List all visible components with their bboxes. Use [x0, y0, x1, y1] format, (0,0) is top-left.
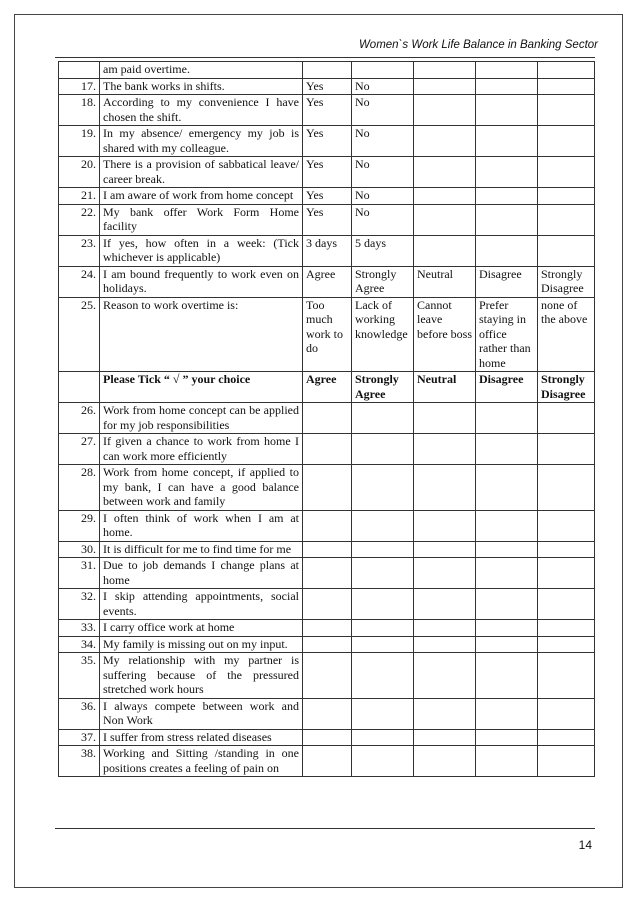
answer-option	[538, 235, 595, 266]
question-number: 37.	[59, 729, 100, 746]
question-number: 33.	[59, 620, 100, 637]
question-number: 17.	[59, 78, 100, 95]
header-rule	[55, 57, 595, 58]
answer-option: Too much work to do	[303, 297, 352, 372]
question-number: 28.	[59, 465, 100, 511]
answer-checkbox-cell[interactable]	[352, 653, 414, 699]
answer-option: No	[352, 204, 414, 235]
likert-row	[59, 729, 595, 746]
question-text: I suffer from stress related diseases	[100, 729, 303, 746]
answer-option	[476, 157, 538, 188]
answer-option: Yes	[303, 126, 352, 157]
likert-row	[59, 465, 595, 511]
question-number: 21.	[59, 188, 100, 205]
answer-checkbox-cell[interactable]	[538, 698, 595, 729]
answer-checkbox-cell[interactable]	[303, 589, 352, 620]
answer-checkbox-cell[interactable]	[303, 558, 352, 589]
answer-checkbox-cell[interactable]	[414, 403, 476, 434]
answer-checkbox-cell[interactable]	[352, 729, 414, 746]
question-number: 23.	[59, 235, 100, 266]
answer-checkbox-cell[interactable]	[414, 620, 476, 637]
likert-row	[59, 636, 595, 653]
question-row	[59, 95, 595, 126]
answer-checkbox-cell[interactable]	[476, 510, 538, 541]
footer-rule	[55, 828, 595, 829]
answer-checkbox-cell[interactable]	[476, 558, 538, 589]
question-number: 29.	[59, 510, 100, 541]
page-number: 14	[578, 838, 592, 852]
answer-checkbox-cell[interactable]	[303, 620, 352, 637]
likert-row	[59, 653, 595, 699]
question-text: According to my convenience I have chosen the shift.	[100, 95, 303, 126]
likert-row	[59, 589, 595, 620]
question-text: In my absence/ emergency my job is shared with my colleague.	[100, 126, 303, 157]
answer-checkbox-cell[interactable]	[352, 434, 414, 465]
answer-checkbox-cell[interactable]	[303, 698, 352, 729]
answer-checkbox-cell[interactable]	[538, 636, 595, 653]
question-text: My bank offer Work Form Home facility	[100, 204, 303, 235]
question-text: I am bound frequently to work even on holidays.	[100, 266, 303, 297]
answer-checkbox-cell[interactable]	[538, 558, 595, 589]
answer-option: Disagree	[476, 266, 538, 297]
questionnaire-table	[58, 61, 595, 777]
answer-option	[414, 235, 476, 266]
answer-checkbox-cell[interactable]	[538, 434, 595, 465]
answer-checkbox-cell[interactable]	[538, 746, 595, 777]
answer-checkbox-cell[interactable]	[476, 636, 538, 653]
answer-option	[538, 126, 595, 157]
scale-instruction: Please Tick “ √ ” your choice	[100, 372, 303, 403]
answer-checkbox-cell[interactable]	[303, 510, 352, 541]
answer-checkbox-cell[interactable]	[352, 698, 414, 729]
question-text: Work from home concept, if applied to my bank, I can have a good balance between work and family	[100, 465, 303, 511]
question-row	[59, 235, 595, 266]
answer-checkbox-cell[interactable]	[414, 465, 476, 511]
question-text: I often think of work when I am at home.	[100, 510, 303, 541]
question-text: Reason to work overtime is:	[100, 297, 303, 372]
answer-option: 5 days	[352, 235, 414, 266]
answer-checkbox-cell[interactable]	[538, 620, 595, 637]
likert-row	[59, 403, 595, 434]
answer-checkbox-cell[interactable]	[303, 746, 352, 777]
answer-checkbox-cell[interactable]	[538, 653, 595, 699]
scale-option-label: Agree	[303, 372, 352, 403]
question-number: 30.	[59, 541, 100, 558]
likert-row	[59, 541, 595, 558]
answer-checkbox-cell[interactable]	[303, 729, 352, 746]
answer-checkbox-cell[interactable]	[414, 653, 476, 699]
answer-option: No	[352, 78, 414, 95]
answer-checkbox-cell[interactable]	[303, 434, 352, 465]
answer-checkbox-cell[interactable]	[414, 510, 476, 541]
likert-row	[59, 698, 595, 729]
question-row	[59, 204, 595, 235]
answer-checkbox-cell[interactable]	[476, 465, 538, 511]
question-number: 27.	[59, 434, 100, 465]
question-text: If yes, how often in a week: (Tick whichever is applicable)	[100, 235, 303, 266]
answer-option	[352, 62, 414, 79]
answer-option	[414, 188, 476, 205]
question-number: 20.	[59, 157, 100, 188]
answer-option: 3 days	[303, 235, 352, 266]
answer-option	[414, 78, 476, 95]
question-text: Due to job demands I change plans at home	[100, 558, 303, 589]
running-header: Women`s Work Life Balance in Banking Sector	[358, 39, 598, 51]
answer-option	[414, 62, 476, 79]
question-text: Work from home concept can be applied for my job responsibilities	[100, 403, 303, 434]
answer-checkbox-cell[interactable]	[538, 465, 595, 511]
answer-checkbox-cell[interactable]	[476, 434, 538, 465]
answer-option: Yes	[303, 204, 352, 235]
question-number: 32.	[59, 589, 100, 620]
answer-checkbox-cell[interactable]	[476, 653, 538, 699]
question-number: 18.	[59, 95, 100, 126]
question-number: 34.	[59, 636, 100, 653]
question-text: My family is missing out on my input.	[100, 636, 303, 653]
question-row	[59, 126, 595, 157]
answer-checkbox-cell[interactable]	[538, 510, 595, 541]
answer-option: No	[352, 126, 414, 157]
answer-option	[476, 62, 538, 79]
answer-option: Lack of working knowledge	[352, 297, 414, 372]
questionnaire-body	[59, 62, 595, 777]
answer-checkbox-cell[interactable]	[352, 746, 414, 777]
answer-option	[538, 62, 595, 79]
answer-checkbox-cell[interactable]	[538, 729, 595, 746]
question-number: 31.	[59, 558, 100, 589]
answer-option	[538, 188, 595, 205]
answer-option	[476, 126, 538, 157]
question-text: am paid overtime.	[100, 62, 303, 79]
answer-checkbox-cell[interactable]	[352, 510, 414, 541]
answer-option	[476, 204, 538, 235]
answer-option: Agree	[303, 266, 352, 297]
answer-checkbox-cell[interactable]	[352, 558, 414, 589]
question-row	[59, 266, 595, 297]
answer-checkbox-cell[interactable]	[476, 589, 538, 620]
question-row	[59, 297, 595, 372]
question-text: It is difficult for me to find time for me	[100, 541, 303, 558]
answer-checkbox-cell[interactable]	[476, 403, 538, 434]
answer-checkbox-cell[interactable]	[303, 636, 352, 653]
answer-checkbox-cell[interactable]	[476, 620, 538, 637]
answer-option: No	[352, 188, 414, 205]
answer-option: Yes	[303, 188, 352, 205]
answer-checkbox-cell[interactable]	[538, 589, 595, 620]
answer-option	[414, 204, 476, 235]
question-text: I always compete between work and Non Work	[100, 698, 303, 729]
answer-checkbox-cell[interactable]	[538, 403, 595, 434]
answer-option: none of the above	[538, 297, 595, 372]
answer-option: Cannot leave before boss	[414, 297, 476, 372]
scale-option-label: Strongly Agree	[352, 372, 414, 403]
question-row	[59, 188, 595, 205]
answer-option: Yes	[303, 157, 352, 188]
answer-checkbox-cell[interactable]	[414, 589, 476, 620]
answer-option: Yes	[303, 78, 352, 95]
scale-header-row	[59, 372, 595, 403]
answer-checkbox-cell[interactable]	[303, 465, 352, 511]
answer-checkbox-cell[interactable]	[352, 636, 414, 653]
likert-row	[59, 510, 595, 541]
question-number: 38.	[59, 746, 100, 777]
answer-option	[476, 78, 538, 95]
answer-option	[414, 126, 476, 157]
answer-option: Strongly Disagree	[538, 266, 595, 297]
scale-option-label: Neutral	[414, 372, 476, 403]
answer-checkbox-cell[interactable]	[414, 636, 476, 653]
question-text: I am aware of work from home concept	[100, 188, 303, 205]
answer-checkbox-cell[interactable]	[414, 434, 476, 465]
answer-option	[538, 157, 595, 188]
answer-option	[414, 95, 476, 126]
answer-option	[414, 157, 476, 188]
answer-checkbox-cell[interactable]	[414, 558, 476, 589]
answer-option	[476, 188, 538, 205]
answer-checkbox-cell[interactable]	[414, 541, 476, 558]
question-number: 19.	[59, 126, 100, 157]
answer-checkbox-cell[interactable]	[352, 589, 414, 620]
answer-checkbox-cell[interactable]	[352, 541, 414, 558]
answer-option: Prefer staying in office rather than home	[476, 297, 538, 372]
answer-option	[538, 78, 595, 95]
question-number: 26.	[59, 403, 100, 434]
answer-checkbox-cell[interactable]	[414, 729, 476, 746]
answer-option: Neutral	[414, 266, 476, 297]
question-number: 36.	[59, 698, 100, 729]
question-text: I skip attending appointments, social events.	[100, 589, 303, 620]
question-number: 35.	[59, 653, 100, 699]
question-text: Working and Sitting /standing in one positions creates a feeling of pain on	[100, 746, 303, 777]
question-row	[59, 62, 595, 79]
answer-option: Yes	[303, 95, 352, 126]
answer-checkbox-cell[interactable]	[352, 465, 414, 511]
answer-checkbox-cell[interactable]	[476, 698, 538, 729]
answer-option: Strongly Agree	[352, 266, 414, 297]
answer-checkbox-cell[interactable]	[538, 541, 595, 558]
answer-checkbox-cell[interactable]	[303, 403, 352, 434]
question-text: There is a provision of sabbatical leave/ career break.	[100, 157, 303, 188]
likert-row	[59, 558, 595, 589]
answer-option	[538, 95, 595, 126]
answer-checkbox-cell[interactable]	[414, 698, 476, 729]
answer-checkbox-cell[interactable]	[303, 541, 352, 558]
answer-option	[538, 204, 595, 235]
answer-checkbox-cell[interactable]	[352, 620, 414, 637]
scale-header-blank	[59, 372, 100, 403]
answer-checkbox-cell[interactable]	[414, 746, 476, 777]
question-number: 22.	[59, 204, 100, 235]
likert-row	[59, 746, 595, 777]
question-text: My relationship with my partner is suffering because of the pressured stretched work hours	[100, 653, 303, 699]
answer-checkbox-cell[interactable]	[476, 746, 538, 777]
scale-option-label: Strongly Disagree	[538, 372, 595, 403]
question-number: 25.	[59, 297, 100, 372]
answer-option	[303, 62, 352, 79]
question-row	[59, 78, 595, 95]
scale-option-label: Disagree	[476, 372, 538, 403]
likert-row	[59, 620, 595, 637]
answer-option: No	[352, 157, 414, 188]
answer-checkbox-cell[interactable]	[476, 729, 538, 746]
answer-option	[476, 95, 538, 126]
question-number	[59, 62, 100, 79]
answer-option	[476, 235, 538, 266]
question-text: If given a chance to work from home I can work more efficiently	[100, 434, 303, 465]
question-text: I carry office work at home	[100, 620, 303, 637]
likert-row	[59, 434, 595, 465]
question-text: The bank works in shifts.	[100, 78, 303, 95]
answer-checkbox-cell[interactable]	[352, 403, 414, 434]
answer-checkbox-cell[interactable]	[476, 541, 538, 558]
answer-option: No	[352, 95, 414, 126]
question-number: 24.	[59, 266, 100, 297]
answer-checkbox-cell[interactable]	[303, 653, 352, 699]
question-row	[59, 157, 595, 188]
